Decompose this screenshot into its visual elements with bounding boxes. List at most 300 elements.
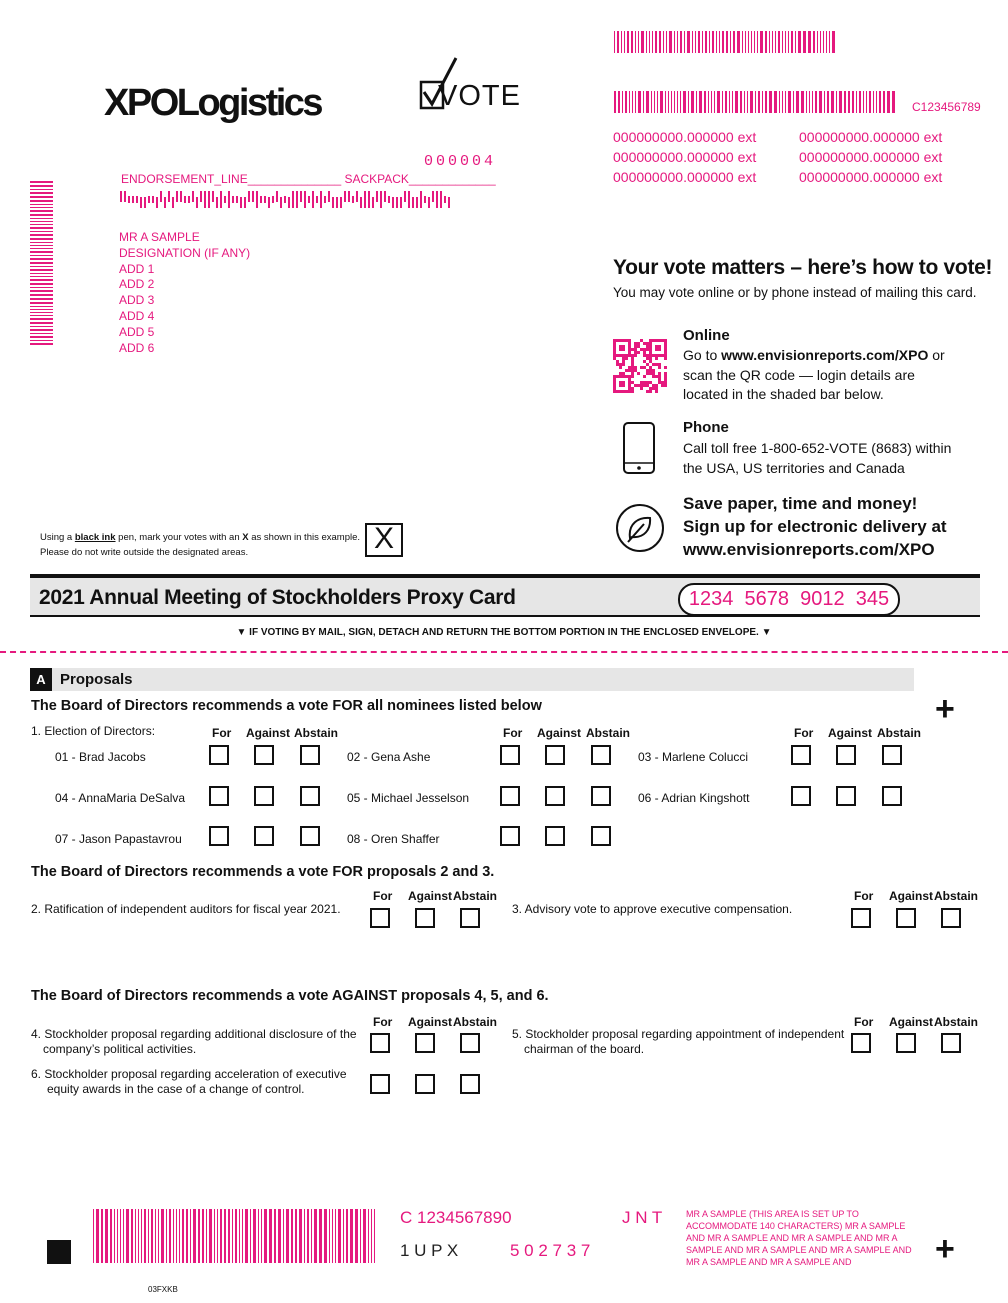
barcode-bar — [748, 31, 749, 53]
ink-x: X — [242, 532, 249, 543]
barcode-bar — [788, 31, 789, 53]
barcode-bar — [314, 1209, 317, 1263]
vote-against-box[interactable] — [545, 745, 565, 765]
barcode-bar — [224, 1209, 226, 1263]
address-line: ADD 2 — [119, 277, 155, 292]
barcode-bar — [248, 191, 250, 202]
barcode-bar — [617, 31, 619, 53]
barcode-bar — [779, 91, 780, 113]
perforation-line — [0, 651, 1008, 653]
vote-for-box[interactable] — [209, 786, 229, 806]
barcode-bar — [155, 1209, 156, 1263]
barcode-bar — [774, 91, 777, 113]
vote-abstain-box[interactable] — [591, 745, 611, 765]
barcode-bar — [206, 1209, 207, 1263]
barcode-bar — [725, 91, 727, 113]
barcode-bar — [775, 31, 776, 53]
vote-against-box[interactable] — [896, 1033, 916, 1053]
barcode-bar — [869, 91, 871, 113]
barcode-bar — [152, 196, 154, 203]
barcode-bar — [235, 1209, 237, 1263]
online-line3: located in the shaded bar below. — [683, 386, 884, 402]
barcode-bar — [30, 336, 53, 338]
barcode-bar — [643, 91, 644, 113]
vote-against-box[interactable] — [415, 1033, 435, 1053]
col-abstain: Abstain — [934, 889, 979, 903]
barcode-bar — [93, 1209, 94, 1263]
barcode-bar — [335, 1209, 336, 1263]
barcode-bar — [806, 91, 807, 113]
barcode-bar — [148, 1209, 149, 1263]
ink-mid: pen, mark your votes with an — [115, 532, 243, 543]
barcode-bar — [704, 91, 706, 113]
ext-line: 000000000.000000 ext — [613, 129, 757, 145]
barcode-bar — [346, 1209, 348, 1263]
barcode-bar — [809, 91, 810, 113]
vote-against-box[interactable] — [836, 786, 856, 806]
barcode-bar — [250, 1209, 251, 1263]
barcode-bar — [798, 31, 801, 53]
barcode-bar — [30, 200, 53, 202]
qr-module — [631, 390, 634, 393]
barcode-bar — [30, 290, 53, 292]
proposal-5-line1: 5. Stockholder proposal regarding appointment of independent — [512, 1027, 845, 1041]
barcode-bar — [30, 262, 53, 264]
barcode-bar — [660, 91, 663, 113]
barcode-bar — [30, 266, 53, 267]
barcode-bar — [652, 31, 653, 53]
barcode-bar — [808, 31, 811, 53]
barcode-bar — [311, 1209, 312, 1263]
barcode-bar — [785, 31, 786, 53]
ext-line: 000000000.000000 ext — [799, 129, 943, 145]
barcode-bar — [328, 191, 330, 202]
qr-module — [625, 357, 628, 360]
barcode-bar — [355, 1209, 358, 1263]
barcode-bar — [135, 1209, 136, 1263]
barcode-bar — [371, 1209, 372, 1263]
how-to-vote-title: Your vote matters – here’s how to vote! — [613, 256, 993, 279]
barcode-bar — [291, 1209, 293, 1263]
vote-text: VOTE — [438, 80, 521, 112]
for-heading: The Board of Directors recommends a vote FOR proposals 2 and 3. — [31, 864, 495, 880]
section-title: Proposals — [60, 671, 133, 688]
barcode-bar — [30, 340, 53, 341]
barcode-bar — [665, 91, 666, 113]
company-logo: XPOLogistics — [104, 82, 322, 124]
barcode-bar — [324, 1209, 327, 1263]
top-barcode-1 — [614, 31, 840, 53]
col-abstain: Abstain — [453, 889, 498, 903]
phone-line2: the USA, US territories and Canada — [683, 459, 905, 476]
barcode-bar — [269, 1209, 272, 1263]
barcode-bar — [188, 196, 190, 203]
vote-for-box[interactable] — [851, 908, 871, 928]
qr-module — [622, 348, 625, 351]
barcode-bar — [384, 191, 386, 202]
plus-mark: + — [935, 690, 955, 728]
qr-module — [637, 372, 640, 375]
qr-code-icon — [613, 339, 667, 393]
vote-abstain-box[interactable] — [460, 1074, 480, 1094]
vote-against-box[interactable] — [836, 745, 856, 765]
barcode-bar — [258, 1209, 259, 1263]
barcode-bar — [304, 1209, 305, 1263]
barcode-bar — [722, 91, 723, 113]
barcode-bar — [30, 196, 53, 198]
barcode-bar — [30, 312, 53, 313]
qr-module — [637, 351, 640, 354]
barcode-bar — [819, 91, 822, 113]
vote-against-box[interactable] — [415, 908, 435, 928]
barcode-bar — [179, 1209, 180, 1263]
barcode-bar — [448, 197, 450, 208]
vote-against-box[interactable] — [545, 826, 565, 846]
barcode-bar — [340, 197, 342, 208]
barcode-bar — [722, 31, 724, 53]
barcode-bar — [161, 1209, 164, 1263]
barcode-bar — [765, 91, 767, 113]
barcode-bar — [424, 196, 426, 203]
barcode-bar — [220, 191, 222, 208]
barcode-bar — [299, 1209, 302, 1263]
barcode-bar — [193, 1209, 196, 1263]
barcode-bar — [30, 204, 53, 205]
barcode-bar — [668, 91, 669, 113]
barcode-bar — [144, 197, 146, 208]
barcode-bar — [839, 91, 842, 113]
barcode-bar — [228, 191, 230, 208]
barcode-bar — [144, 1209, 146, 1263]
barcode-bar — [336, 197, 338, 208]
barcode-bar — [883, 91, 885, 113]
address-line: ADD 1 — [119, 261, 155, 276]
online-line2: scan the QR code — login details are — [683, 366, 915, 383]
barcode-bar — [252, 191, 254, 202]
vote-abstain-box[interactable] — [460, 908, 480, 928]
barcode-bar — [772, 31, 773, 53]
sequence-number: 000004 — [424, 153, 497, 170]
barcode-bar — [30, 302, 53, 304]
barcode-bar — [699, 91, 702, 113]
ext-line: 000000000.000000 ext — [613, 149, 757, 165]
qr-module — [619, 366, 622, 369]
barcode-bar — [319, 1209, 322, 1263]
barcode-bar — [300, 191, 302, 202]
barcode-bar — [329, 1209, 330, 1263]
barcode-bar — [120, 191, 122, 202]
barcode-bar — [30, 298, 53, 300]
vote-against-box[interactable] — [254, 826, 274, 846]
barcode-bar — [217, 1209, 218, 1263]
nominee-name: 05 - Michael Jesselson — [347, 791, 470, 805]
barcode-bar — [228, 1209, 230, 1263]
col-for: For — [212, 726, 232, 740]
online-pre: Go to — [683, 347, 722, 363]
col-abstain: Abstain — [453, 1015, 498, 1029]
barcode-bar — [117, 1209, 118, 1263]
barcode-bar — [30, 255, 53, 256]
qr-module — [658, 366, 661, 369]
barcode-bar — [30, 322, 53, 324]
barcode-bar — [716, 31, 717, 53]
vote-abstain-box[interactable] — [300, 745, 320, 765]
barcode-bar — [332, 1209, 333, 1263]
vote-abstain-box[interactable] — [882, 745, 902, 765]
vote-for-box[interactable] — [791, 745, 811, 765]
section-letter: A — [30, 668, 52, 691]
example-mark: X — [373, 522, 394, 555]
qr-module — [640, 387, 643, 390]
vote-for-box[interactable] — [500, 826, 520, 846]
qr-module — [664, 366, 667, 369]
barcode-bar — [372, 197, 374, 208]
barcode-bar — [316, 196, 318, 203]
barcode-bar — [714, 91, 715, 113]
barcode-bar — [803, 31, 806, 53]
col-against: Against — [889, 1015, 934, 1029]
barcode-bar — [166, 1209, 167, 1263]
paper-line1: Save paper, time and money! — [683, 494, 918, 513]
barcode-bar — [695, 31, 696, 53]
barcode-bar — [844, 91, 846, 113]
vote-against-box[interactable] — [545, 786, 565, 806]
barcode-bar — [272, 196, 274, 203]
vote-against-box[interactable] — [896, 908, 916, 928]
barcode-bar — [646, 31, 647, 53]
barcode-bar — [404, 191, 406, 202]
address-line: DESIGNATION (IF ANY) — [119, 245, 251, 260]
barcode-bar — [148, 196, 150, 203]
vote-abstain-box[interactable] — [591, 786, 611, 806]
barcode-bar — [614, 91, 616, 113]
barcode-bar — [123, 1209, 124, 1263]
barcode-bar — [232, 1209, 233, 1263]
barcode-bar — [622, 91, 623, 113]
vote-for-box[interactable] — [851, 1033, 871, 1053]
side-barcode — [30, 181, 53, 349]
barcode-bar — [151, 1209, 153, 1263]
proxy-card-title: 2021 Annual Meeting of Stockholders Proxy Card — [39, 586, 516, 609]
detach-notice: ▼ IF VOTING BY MAIL, SIGN, DETACH AND RETURN THE BOTTOM PORTION IN THE ENCLOSED ENVELOPE. ▼ — [236, 627, 772, 638]
endorsement-line: ENDORSEMENT_LINE______________ SACKPACK_____________ — [121, 172, 496, 186]
barcode-bar — [629, 91, 630, 113]
barcode-bar — [785, 91, 786, 113]
barcode-bar — [312, 191, 314, 208]
barcode-bar — [765, 31, 767, 53]
footer-code-3: 1 U P X — [400, 1241, 459, 1260]
barcode-bar — [791, 31, 793, 53]
barcode-bar — [745, 31, 746, 53]
nominee-name: 01 - Brad Jacobs — [55, 750, 146, 764]
barcode-bar — [873, 91, 874, 113]
barcode-bar — [30, 306, 53, 307]
vote-for-box[interactable] — [370, 1033, 390, 1053]
barcode-bar — [292, 191, 294, 208]
barcode-bar — [719, 31, 720, 53]
barcode-bar — [30, 231, 53, 232]
qr-module — [655, 390, 658, 393]
barcode-bar — [338, 1209, 341, 1263]
barcode-bar — [836, 91, 837, 113]
barcode-bar — [320, 191, 322, 208]
barcode-bar — [216, 197, 218, 208]
footer-plus-mark: + — [935, 1230, 955, 1268]
barcode-bar — [200, 191, 202, 202]
barcode-bar — [751, 31, 752, 53]
barcode-bar — [420, 191, 422, 208]
barcode-bar — [663, 31, 664, 53]
barcode-bar — [680, 91, 681, 113]
barcode-bar — [887, 91, 890, 113]
barcode-bar — [131, 1209, 133, 1263]
barcode-bar — [621, 31, 622, 53]
vote-for-box[interactable] — [791, 786, 811, 806]
barcode-bar — [158, 1209, 159, 1263]
barcode-bar — [30, 258, 53, 260]
barcode-bar — [669, 31, 672, 53]
barcode-bar — [758, 91, 760, 113]
barcode-bar — [30, 269, 53, 271]
barcode-bar — [374, 1209, 375, 1263]
barcode-bar — [655, 31, 657, 53]
phone-icon — [622, 421, 656, 475]
footer-fine-print: MR A SAMPLE (THIS AREA IS SET UP TO ACCOMMODATE 140 CHARACTERS) MR A SAMPLE AND MR A SAMPLE AND MR A SAMPLE AND MR A SAMPLE AND MR A SAMPLE AND MR A SAMPLE AND MR A SAMPLE AND MR A SAMPLE AND — [686, 1209, 912, 1267]
col-abstain: Abstain — [586, 726, 631, 740]
footer-barcode — [93, 1209, 383, 1263]
barcode-bar — [683, 91, 686, 113]
vote-abstain-box[interactable] — [882, 786, 902, 806]
barcode-bar — [688, 91, 689, 113]
proposal-5 — [512, 1027, 844, 1057]
barcode-bar — [30, 326, 53, 327]
vote-abstain-box[interactable] — [591, 826, 611, 846]
vote-for-box[interactable] — [500, 745, 520, 765]
barcode-bar — [769, 91, 772, 113]
barcode-bar — [196, 197, 198, 208]
paper-line3[interactable]: www.envisionreports.com/XPO — [683, 540, 935, 559]
barcode-bar — [30, 192, 53, 194]
barcode-bar — [198, 1209, 200, 1263]
proposals-bar — [30, 668, 914, 691]
barcode-bar — [711, 91, 712, 113]
barcode-bar — [813, 31, 815, 53]
footer-code-2: J N T — [622, 1208, 663, 1227]
col-for: For — [503, 726, 523, 740]
vote-for-box[interactable] — [209, 826, 229, 846]
barcode-bar — [30, 189, 53, 190]
nominee-name: 07 - Jason Papastavrou — [55, 832, 182, 846]
vote-against-box[interactable] — [254, 745, 274, 765]
barcode-bar — [408, 191, 410, 208]
online-text — [683, 346, 993, 405]
col-for: For — [794, 726, 814, 740]
col-against: Against — [408, 1015, 453, 1029]
footer-code-4: 5 0 2 7 3 7 — [510, 1241, 591, 1260]
phone-title: Phone — [683, 419, 729, 436]
barcode-bar — [184, 196, 186, 203]
paper-line2: Sign up for electronic delivery at — [683, 517, 947, 536]
barcode-bar — [214, 1209, 215, 1263]
barcode-bar — [202, 1209, 204, 1263]
barcode-bar — [244, 197, 246, 208]
barcode-bar — [344, 191, 346, 202]
barcode-bar — [788, 91, 791, 113]
barcode-bar — [638, 31, 639, 53]
barcode-bar — [817, 31, 818, 53]
barcode-bar — [105, 1209, 108, 1263]
barcode-bar — [180, 191, 182, 202]
barcode-bar — [742, 31, 743, 53]
phone-line1: Call toll free 1-800-652-VOTE (8683) within — [683, 440, 952, 456]
barcode-bar — [114, 1209, 115, 1263]
vote-against-box[interactable] — [254, 786, 274, 806]
col-abstain: Abstain — [877, 726, 922, 740]
barcode-bar — [172, 197, 174, 208]
barcode-bar — [687, 31, 690, 53]
registration-square — [47, 1240, 71, 1264]
barcode-bar — [30, 227, 53, 229]
barcode-bar — [737, 31, 740, 53]
barcode-bar — [757, 31, 758, 53]
ink-black: black ink — [74, 532, 116, 543]
proposal-4-line1: 4. Stockholder proposal regarding additional disclosure of the — [31, 1027, 357, 1041]
vote-abstain-box[interactable] — [300, 786, 320, 806]
barcode-bar — [126, 1209, 129, 1263]
proposal-4-line2: company’s political activities. — [43, 1042, 197, 1056]
proposal-6 — [31, 1067, 347, 1097]
barcode-bar — [30, 185, 53, 187]
nominee-name: 02 - Gena Ashe — [347, 750, 431, 764]
directors-heading: The Board of Directors recommends a vote FOR all nominees listed below — [31, 698, 542, 714]
barcode-bar — [702, 31, 703, 53]
barcode-bar — [708, 91, 709, 113]
vote-abstain-box[interactable] — [941, 1033, 961, 1053]
barcode-bar — [140, 197, 142, 208]
vote-for-box[interactable] — [209, 745, 229, 765]
address-line: ADD 4 — [119, 308, 155, 323]
barcode-bar — [256, 191, 258, 208]
vote-abstain-box[interactable] — [300, 826, 320, 846]
online-post: or — [928, 347, 945, 363]
barcode-bar — [307, 1209, 309, 1263]
barcode-bar — [649, 31, 650, 53]
online-url[interactable]: www.envisionreports.com/XPO — [721, 347, 929, 363]
barcode-bar — [136, 196, 138, 203]
barcode-bar — [832, 31, 835, 53]
vote-for-box[interactable] — [370, 1074, 390, 1094]
vote-abstain-box[interactable] — [460, 1033, 480, 1053]
col-against: Against — [828, 726, 873, 740]
address-line: ADD 6 — [119, 340, 155, 355]
barcode-bar — [209, 1209, 212, 1263]
barcode-bar — [848, 91, 850, 113]
barcode-bar — [308, 196, 310, 203]
barcode-bar — [388, 196, 390, 203]
barcode-bar — [852, 91, 854, 113]
barcode-bar — [631, 31, 633, 53]
barcode-bar — [30, 242, 53, 243]
vote-against-box[interactable] — [415, 1074, 435, 1094]
barcode-bar — [614, 31, 615, 53]
barcode-bar — [892, 91, 895, 113]
qr-module — [658, 348, 661, 351]
vote-for-box[interactable] — [370, 908, 390, 928]
barcode-bar — [268, 197, 270, 208]
barcode-bar — [744, 91, 745, 113]
vote-abstain-box[interactable] — [941, 908, 961, 928]
vote-for-box[interactable] — [500, 786, 520, 806]
